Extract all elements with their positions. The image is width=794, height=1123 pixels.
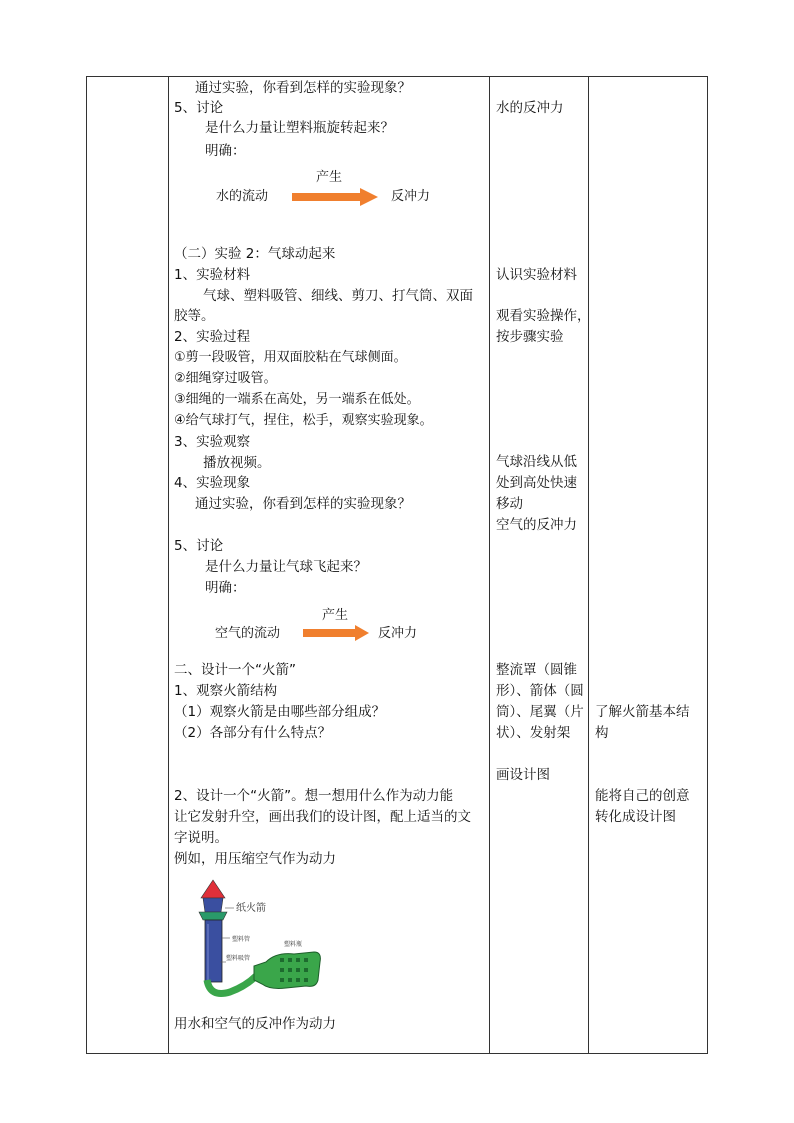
col3-note: 空气的反冲力 xyxy=(496,517,577,533)
diagram-top-label: 产生 xyxy=(316,170,343,185)
discussion-heading: 5、讨论 xyxy=(174,100,224,116)
observe-text: 播放视频。 xyxy=(203,455,271,471)
phenomenon-question: 通过实验，你看到怎样的实验现象？ xyxy=(195,496,411,512)
exp2-heading: （二）实验 2：气球动起来 xyxy=(174,246,336,262)
structure-question: （1）观察火箭是由哪些部分组成？ xyxy=(174,704,386,720)
lesson-table xyxy=(86,76,708,1054)
col3-note: 气球沿线从低 xyxy=(496,454,577,470)
discussion-heading: 5、讨论 xyxy=(174,538,224,554)
process-step: ②细绳穿过吸管。 xyxy=(174,371,277,386)
phenomenon-heading: 4、实验现象 xyxy=(174,475,251,491)
arrow-icon xyxy=(292,188,380,206)
materials-line: 胶等。 xyxy=(174,308,215,324)
sketch-label-tube: 塑料管 xyxy=(232,936,251,943)
sketch-label-straw: 塑料吸管 xyxy=(226,955,251,962)
diagram-left-label: 水的流动 xyxy=(216,189,269,204)
col4-goal: 构 xyxy=(595,725,609,741)
process-step: ③细绳的一端系在高处，另一端系在低处。 xyxy=(174,392,420,407)
col3-note: 处到高处快速 xyxy=(496,475,577,491)
diagram-left-label: 空气的流动 xyxy=(215,626,281,641)
materials-line: 气球、塑料吸管、细线、剪刀、打气筒、双面 xyxy=(203,288,473,304)
col3-note: 筒）、尾翼（片 xyxy=(496,704,584,720)
col3-note: 观看实验操作， xyxy=(496,308,591,324)
intro-question: 通过实验，你看到怎样的实验现象？ xyxy=(195,80,411,96)
process-heading: 2、实验过程 xyxy=(174,329,251,345)
process-step: ④给气球打气，捏住，松手，观察实验现象。 xyxy=(174,413,433,428)
col3-note: 形）、箭体（圆 xyxy=(496,683,584,699)
col4-goal: 了解火箭基本结 xyxy=(595,704,690,720)
design-task: 字说明。 xyxy=(174,830,228,846)
rocket-sketch xyxy=(190,876,330,1002)
col3-note: 认识实验材料 xyxy=(496,267,577,283)
diagram-right-label: 反冲力 xyxy=(378,626,418,641)
col4-goal: 转化成设计图 xyxy=(595,809,676,825)
clarify-label: 明确： xyxy=(205,143,246,159)
discussion-question: 是什么力量让气球飞起来？ xyxy=(205,559,367,575)
discussion-question: 是什么力量让塑料瓶旋转起来？ xyxy=(205,120,394,136)
col4-goal: 能将自己的创意 xyxy=(595,788,690,804)
structure-heading: 1、观察火箭结构 xyxy=(174,683,278,699)
column-divider xyxy=(168,76,169,1054)
observe-heading: 3、实验观察 xyxy=(174,434,251,450)
col3-note: 水的反冲力 xyxy=(496,100,564,116)
sketch-label-top: 纸火箭 xyxy=(236,903,266,914)
process-step: ①剪一段吸管，用双面胶粘在气球侧面。 xyxy=(174,350,407,365)
col3-note: 移动 xyxy=(496,496,523,512)
col3-note: 按步骤实验 xyxy=(496,329,564,345)
sketch-label-bottle: 塑料瓶 xyxy=(284,941,303,948)
example-text: 例如，用压缩空气作为动力 xyxy=(174,851,336,867)
design-task: 2、设计一个“火箭”。想一想用什么作为动力能 xyxy=(174,788,454,804)
column-divider xyxy=(588,76,589,1054)
materials-heading: 1、实验材料 xyxy=(174,267,251,283)
col3-note: 整流罩（圆锥 xyxy=(496,662,577,678)
arrow-icon xyxy=(303,625,371,641)
column-divider xyxy=(489,76,490,1054)
design-heading: 二、设计一个“火箭” xyxy=(174,662,296,678)
design-task: 让它发射升空，画出我们的设计图，配上适当的文 xyxy=(174,809,471,825)
clarify-label: 明确： xyxy=(205,580,246,596)
col3-note: 画设计图 xyxy=(496,767,550,783)
structure-question: （2）各部分有什么特点？ xyxy=(174,725,332,741)
col3-note: 状）、发射架 xyxy=(496,725,571,741)
diagram-top-label: 产生 xyxy=(322,608,349,623)
sketch-caption: 用水和空气的反冲作为动力 xyxy=(174,1016,336,1032)
diagram-right-label: 反冲力 xyxy=(391,189,431,204)
